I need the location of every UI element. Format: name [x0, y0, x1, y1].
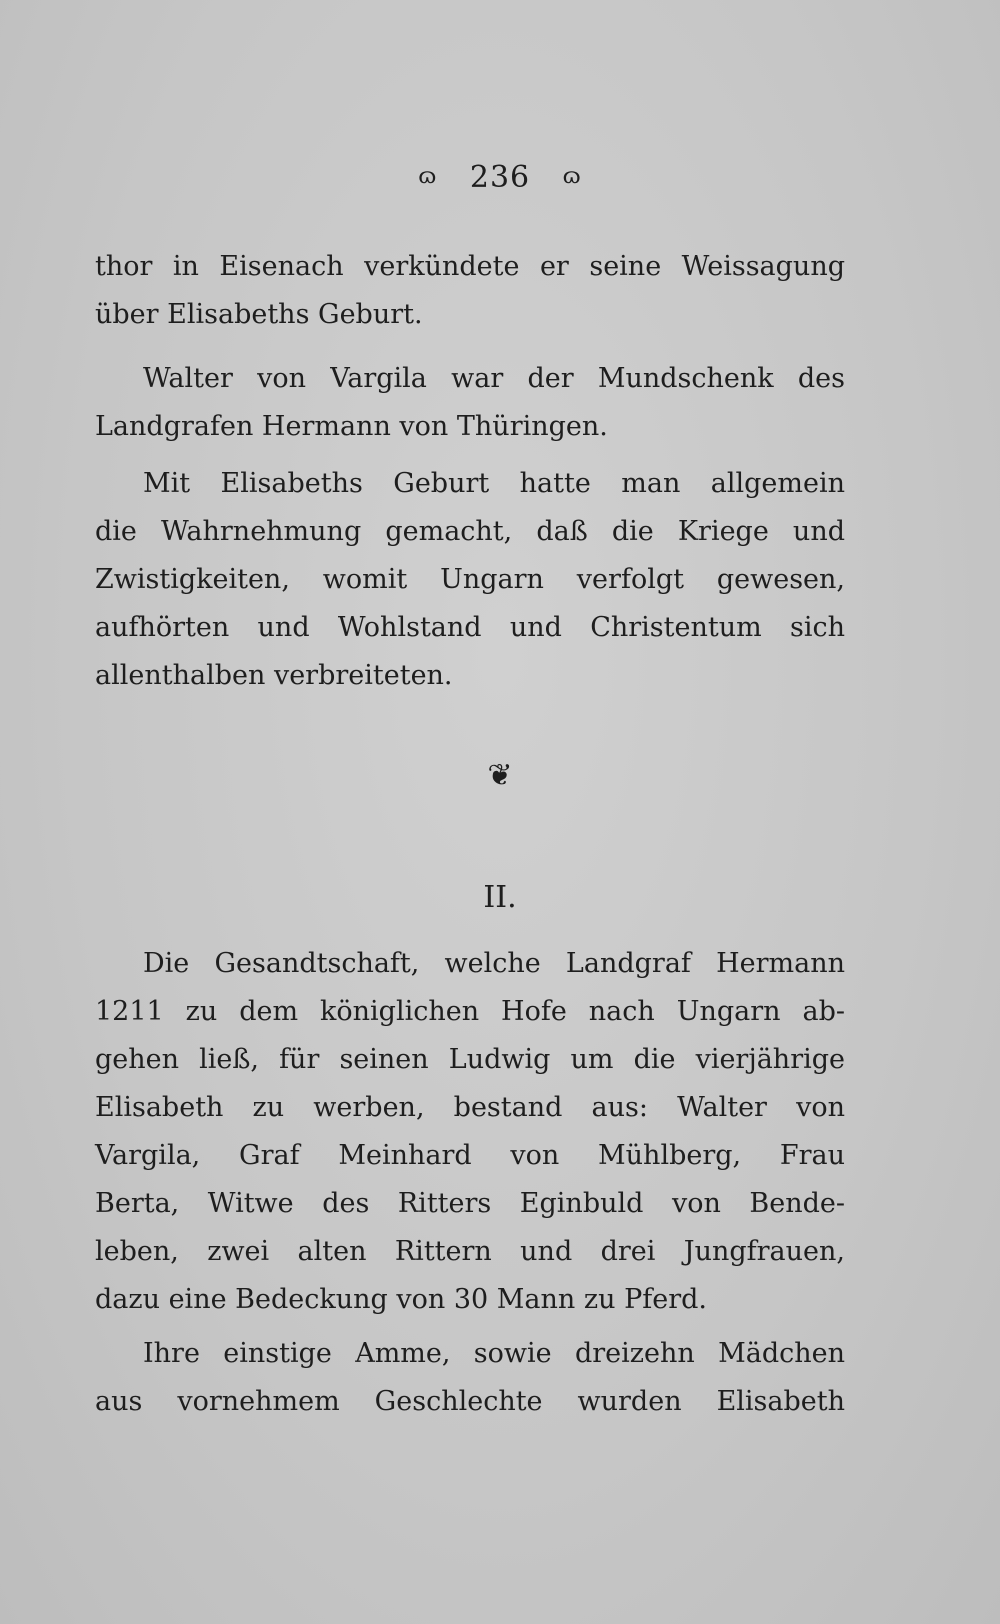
paragraph-2	[95, 355, 845, 451]
text-line: Walter von Vargila war der Mundschenk des	[143, 363, 845, 394]
page-number: 236	[469, 160, 531, 195]
ornament-right-icon: ɷ	[562, 164, 582, 189]
paragraph-1	[95, 243, 845, 339]
text-line: dazu eine Bedeckung von 30 Mann zu Pferd.	[95, 1284, 707, 1315]
text-line: 1211 zu dem königlichen Hofe nach Ungarn ab-	[95, 996, 845, 1027]
page-header	[0, 160, 1000, 195]
paragraph-3	[95, 460, 845, 700]
divider-ornament-icon: ❦	[487, 758, 513, 793]
text-line: Die Gesandtschaft, welche Landgraf Hermann	[143, 948, 845, 979]
text-line: Berta, Witwe des Ritters Eginbuld von Bende-	[95, 1188, 845, 1219]
text-line: gehen ließ, für seinen Ludwig um die vierjährige	[95, 1044, 845, 1075]
text-line: Ihre einstige Amme, sowie dreizehn Mädchen	[143, 1338, 845, 1369]
text-line: allenthalben verbreiteten.	[95, 660, 453, 691]
text-line: aus vornehmem Geschlechte wurden Elisabeth	[95, 1386, 845, 1417]
text-line: thor in Eisenach verkündete er seine Weissagung	[95, 251, 845, 282]
text-line: leben, zwei alten Rittern und drei Jungfrauen,	[95, 1236, 845, 1267]
text-line: Vargila, Graf Meinhard von Mühlberg, Frau	[95, 1140, 845, 1171]
text-line: über Elisabeths Geburt.	[95, 299, 423, 330]
section-paragraph-1	[95, 940, 845, 1324]
section-number: II.	[483, 880, 517, 915]
ornament-left-icon: ɷ	[418, 164, 438, 189]
text-line: aufhörten und Wohlstand und Christentum sich	[95, 612, 845, 643]
text-line: die Wahrnehmung gemacht, daß die Kriege und	[95, 516, 845, 547]
section-paragraph-2	[95, 1330, 845, 1426]
text-line: Mit Elisabeths Geburt hatte man allgemein	[143, 468, 845, 499]
text-line: Zwistigkeiten, womit Ungarn verfolgt gewesen,	[95, 564, 845, 595]
text-line: Elisabeth zu werben, bestand aus: Walter von	[95, 1092, 845, 1123]
text-line: Landgrafen Hermann von Thüringen.	[95, 411, 608, 442]
